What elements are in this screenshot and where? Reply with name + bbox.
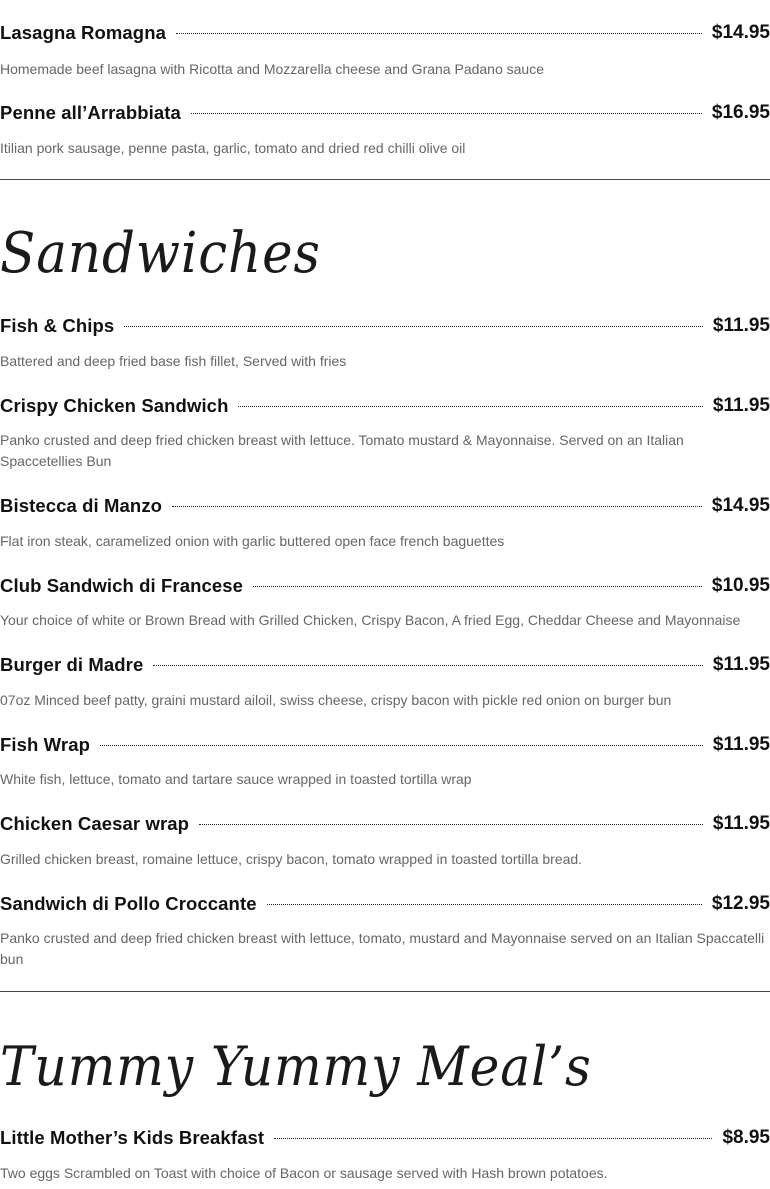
menu-item-row bbox=[0, 812, 770, 836]
section-title-tummy-yummy-meals: Tummy Yummy Meal’s bbox=[0, 1035, 592, 1098]
dotted-leader bbox=[274, 1138, 712, 1139]
menu-item-price: $11.95 bbox=[712, 315, 770, 336]
menu-item bbox=[0, 653, 770, 711]
dotted-leader bbox=[172, 506, 702, 507]
menu-item-price: $11.95 bbox=[712, 734, 770, 755]
menu-item-name: Burger di Madre bbox=[0, 654, 144, 675]
menu-item-name: Fish & Chips bbox=[0, 315, 115, 336]
menu-item bbox=[0, 812, 770, 870]
menu-item-price: $12.95 bbox=[711, 893, 770, 914]
menu-item-price: $14.95 bbox=[711, 22, 770, 43]
menu-item-description: White fish, lettuce, tomato and tartare sauce wrapped in toasted tortilla wrap bbox=[0, 771, 472, 787]
menu-item bbox=[0, 394, 770, 472]
menu-item-row bbox=[0, 21, 770, 45]
menu-item-row bbox=[0, 394, 770, 418]
menu-item-price: $14.95 bbox=[711, 495, 770, 516]
menu-item-row bbox=[0, 101, 770, 125]
menu-item-row bbox=[0, 494, 770, 518]
menu-item-row bbox=[0, 733, 770, 757]
section-title-sandwiches: Sandwiches bbox=[0, 221, 321, 286]
menu-item-description: Homemade beef lasagna with Ricotta and Mozzarella cheese and Grana Padano sauce bbox=[0, 61, 544, 77]
menu-item-name: Little Mother’s Kids Breakfast bbox=[0, 1127, 265, 1148]
menu-item-name: Chicken Caesar wrap bbox=[0, 813, 190, 834]
menu-item-description: 07oz Minced beef patty, graini mustard ailoil, swiss cheese, crispy bacon with pickle red onion on burger bun bbox=[0, 692, 672, 708]
dotted-leader bbox=[238, 406, 702, 407]
menu-item-price: $11.95 bbox=[712, 813, 770, 834]
menu-item-row bbox=[0, 653, 770, 677]
menu-item-price: $16.95 bbox=[711, 102, 770, 123]
menu-item bbox=[0, 733, 770, 790]
menu-item-row bbox=[0, 892, 770, 916]
menu-item-price: $8.95 bbox=[722, 1127, 770, 1148]
menu-item-price: $10.95 bbox=[711, 575, 770, 596]
menu-item-description: Battered and deep fried base fish fillet, Served with fries bbox=[0, 353, 347, 369]
dotted-leader bbox=[100, 745, 703, 746]
menu-item bbox=[0, 101, 770, 159]
menu-item-row bbox=[0, 1126, 770, 1150]
menu-item bbox=[0, 21, 770, 80]
menu-item bbox=[0, 494, 770, 552]
section-divider bbox=[0, 991, 770, 992]
menu-item-name: Crispy Chicken Sandwich bbox=[0, 395, 229, 416]
menu-item-row bbox=[0, 314, 770, 338]
menu-item-name: Bistecca di Manzo bbox=[0, 495, 163, 516]
menu-item-name: Club Sandwich di Francese bbox=[0, 575, 244, 596]
menu-item-row bbox=[0, 574, 770, 598]
dotted-leader bbox=[124, 326, 703, 327]
menu-item-description: Your choice of white or Brown Bread with Grilled Chicken, Crispy Bacon, A fried Egg, Cheddar Cheese and Mayonnaise bbox=[0, 612, 741, 628]
menu-item-name: Sandwich di Pollo Croccante bbox=[0, 893, 257, 914]
menu-item bbox=[0, 574, 770, 631]
menu-item bbox=[0, 314, 770, 372]
menu-item-description: Flat iron steak, caramelized onion with garlic buttered open face french baguettes bbox=[0, 533, 505, 549]
menu-item bbox=[0, 892, 770, 970]
menu-item-description: Itilian pork sausage, penne pasta, garlic, tomato and dried red chilli olive oil bbox=[0, 140, 466, 156]
menu-item-name: Fish Wrap bbox=[0, 734, 90, 755]
dotted-leader bbox=[191, 113, 702, 114]
menu-item-description: Panko crusted and deep fried chicken breast with lettuce. Tomato mustard & Mayonnaise. Served on an Italian Spaccetellies Bun bbox=[0, 432, 684, 469]
menu-item-name: Lasagna Romagna bbox=[0, 22, 166, 43]
dotted-leader bbox=[199, 824, 703, 825]
menu-item-description: Panko crusted and deep fried chicken breast with lettuce, tomato, mustard and Mayonnaise served on an Italian Spaccatelli bun bbox=[0, 930, 765, 967]
menu-item-price: $11.95 bbox=[712, 654, 770, 675]
menu-item-description: Two eggs Scrambled on Toast with choice of Bacon or sausage served with Hash brown potatoes. bbox=[0, 1165, 608, 1181]
menu-item bbox=[0, 1126, 770, 1184]
section-divider bbox=[0, 179, 770, 180]
dotted-leader bbox=[267, 904, 702, 905]
dotted-leader bbox=[176, 33, 702, 34]
menu-item-description: Grilled chicken breast, romaine lettuce, crispy bacon, tomato wrapped in toasted tortilla bread. bbox=[0, 851, 583, 867]
dotted-leader bbox=[253, 586, 702, 587]
menu-item-price: $11.95 bbox=[712, 395, 770, 416]
dotted-leader bbox=[153, 665, 703, 666]
menu-item-name: Penne all’Arrabbiata bbox=[0, 102, 181, 123]
